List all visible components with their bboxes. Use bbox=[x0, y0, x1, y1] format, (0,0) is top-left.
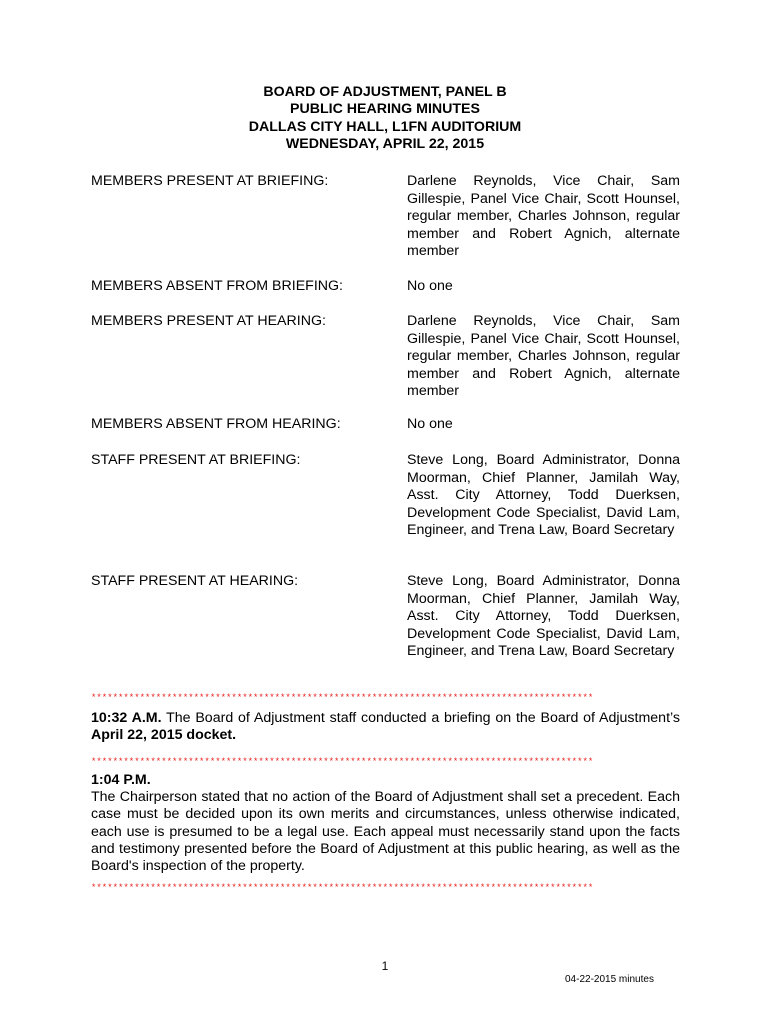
attendance-label: MEMBERS ABSENT FROM HEARING: bbox=[91, 416, 341, 432]
attendance-value: Darlene Reynolds, Vice Chair, Sam Gillespie, Panel Vice Chair, Scott Hounsel, regular member, Charles Johnson, regular member and Robert Agnich, alternate member bbox=[407, 173, 680, 260]
attendance-label: MEMBERS PRESENT AT HEARING: bbox=[91, 313, 326, 329]
document-header bbox=[0, 84, 770, 153]
attendance-value: Steve Long, Board Administrator, Donna Moorman, Chief Planner, Jamilah Way, Asst. City Attorney, Todd Duerksen, Development Code Specialist, David Lam, Engineer, and Trena Law, Board Secretary bbox=[407, 452, 680, 539]
attendance-label: MEMBERS PRESENT AT BRIEFING: bbox=[91, 173, 329, 189]
attendance-label: MEMBERS ABSENT FROM BRIEFING: bbox=[91, 278, 343, 294]
hearing-paragraph bbox=[91, 772, 680, 875]
briefing-docket: April 22, 2015 docket. bbox=[91, 727, 237, 744]
separator-line: ********************************************************************************************* bbox=[91, 757, 594, 767]
hearing-text: The Chairperson stated that no action of the Board of Adjustment shall set a precedent. Each case must be decided upon its own merits and circumstances, unless otherwise indicated, each use is presumed to be a legal use. Each appeal must necessarily stand upon the facts and testimony presented before the Board of Adjustment at this public hearing, as well as the Board's inspection of the property. bbox=[91, 789, 680, 875]
briefing-time: 10:32 A.M. bbox=[91, 710, 162, 726]
briefing-paragraph bbox=[91, 710, 680, 744]
attendance-value: Darlene Reynolds, Vice Chair, Sam Gillespie, Panel Vice Chair, Scott Hounsel, regular member, Charles Johnson, regular member and Robert Agnich, alternate member bbox=[407, 313, 680, 400]
header-location: DALLAS CITY HALL, L1FN AUDITORIUM bbox=[248, 118, 522, 135]
attendance-value: Steve Long, Board Administrator, Donna Moorman, Chief Planner, Jamilah Way, Asst. City Attorney, Todd Duerksen, Development Code Specialist, David Lam, Engineer, and Trena Law, Board Secretary bbox=[407, 573, 680, 660]
attendance-label: STAFF PRESENT AT BRIEFING: bbox=[91, 452, 301, 468]
attendance-value: No one bbox=[407, 278, 453, 294]
separator-line: ********************************************************************************************* bbox=[91, 883, 594, 893]
hearing-time: 1:04 P.M. bbox=[91, 772, 151, 788]
header-board-title: BOARD OF ADJUSTMENT, PANEL B bbox=[263, 84, 507, 100]
header-date: WEDNESDAY, APRIL 22, 2015 bbox=[285, 135, 485, 152]
attendance-value: No one bbox=[407, 416, 453, 432]
footer-document-label: 04-22-2015 minutes bbox=[565, 974, 654, 985]
attendance-label: STAFF PRESENT AT HEARING: bbox=[91, 573, 299, 589]
page-number: 1 bbox=[381, 959, 389, 973]
briefing-text: The Board of Adjustment staff conducted a briefing on the Board of Adjustment’s bbox=[161, 710, 680, 726]
header-minutes-title: PUBLIC HEARING MINUTES bbox=[290, 101, 480, 118]
separator-line: ********************************************************************************************* bbox=[91, 693, 594, 703]
